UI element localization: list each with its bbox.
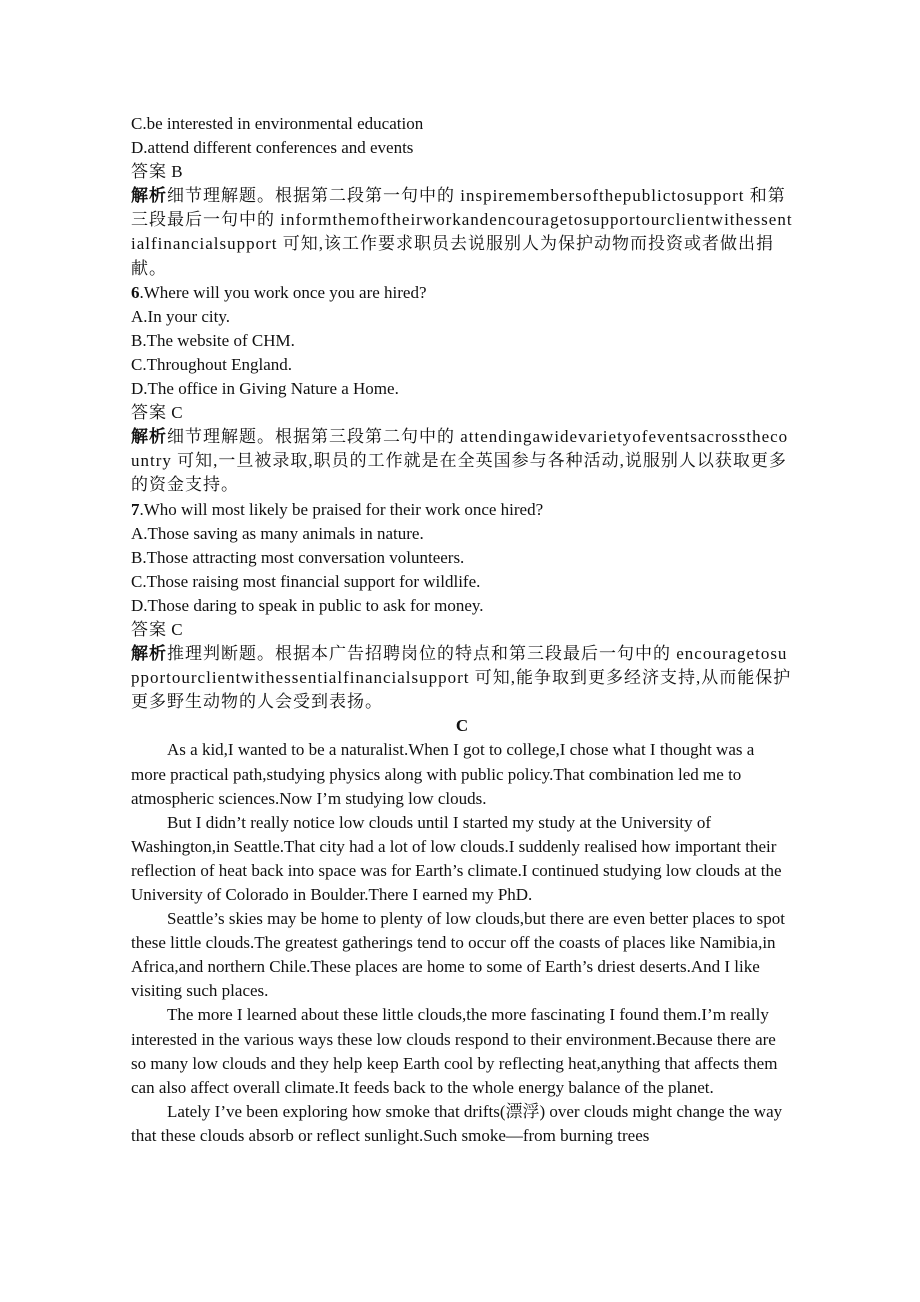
q5-option-c: C.be interested in environmental education	[131, 114, 424, 133]
q6-analysis	[131, 425, 793, 497]
answer-label: 答案	[131, 403, 167, 423]
q7-analysis	[131, 642, 793, 714]
q6-option-a: A.In your city.	[131, 306, 230, 326]
q6-option-c: C.Throughout England.	[131, 354, 293, 374]
q6-question	[131, 281, 793, 305]
passage-paragraph: As a kid,I wanted to be a naturalist.When I got to college,I chose what I thought was a more practical path,studying physics along with public policy.That combination led me to atmospheric sciences.Now I’m studying low clouds.	[131, 740, 755, 808]
passage-heading: C	[455, 716, 469, 736]
q7-answer	[131, 618, 793, 642]
document-page	[131, 112, 793, 1148]
q7-option-c: C.Those raising most financial support for wildlife.	[131, 571, 481, 591]
q6-option-d: D.The office in Giving Nature a Home.	[131, 379, 399, 399]
passage-paragraph: Seattle’s skies may be home to plenty of low clouds,but there are even better places to spot these little clouds.The greatest gatherings tend to occur off the coasts of places like Namibia,in Africa,and northern Chile.These places are home to some of Earth’s driest deserts.And I like visiting such places.	[131, 909, 785, 1001]
question-number: 6	[131, 282, 140, 302]
q7-question	[131, 498, 793, 522]
analysis-label: 解析	[131, 427, 167, 447]
q5-option-d: D.attend different conferences and events	[131, 138, 414, 158]
question-text: .Who will most likely be praised for their work once hired?	[139, 499, 544, 519]
q5-answer	[131, 160, 793, 184]
analysis-text: 细节理解题。根据第二段第一句中的 inspiremembersofthepublictosupport 和第三段最后一句中的 informthemoftheirworkandencouragetosupportourclientwithessentialfinancialsupport 可知,该工作要求职员去说服别人为保护动物而投资或者做出捐献。	[131, 186, 793, 278]
question-number: 7	[131, 499, 140, 519]
q7-option-b: B.Those attracting most conversation volunteers.	[131, 547, 465, 567]
analysis-label: 解析	[131, 644, 167, 664]
question-text: .Where will you work once you are hired?	[139, 282, 427, 302]
answer-value: C	[171, 403, 183, 423]
answer-label: 答案	[131, 162, 167, 182]
analysis-text: 推理判断题。根据本广告招聘岗位的特点和第三段最后一句中的 encouragetosupportourclientwithessentialfinancialsupport 可知,能争取到更多经济支持,从而能保护更多野生动物的人会受到表扬。	[131, 644, 792, 712]
answer-value: B	[171, 162, 183, 182]
q6-answer	[131, 401, 793, 425]
q7-option-a: A.Those saving as many animals in nature.	[131, 523, 424, 543]
q6-option-b: B.The website of CHM.	[131, 330, 295, 350]
answer-value: C	[171, 619, 183, 639]
q7-option-d: D.Those daring to speak in public to ask for money.	[131, 595, 484, 615]
analysis-text: 细节理解题。根据第三段第二句中的 attendingawidevarietyofeventsacrossthecountry 可知,一旦被录取,职员的工作就是在全英国参与各种活动,说服别人以获取更多的资金支持。	[131, 427, 789, 495]
answer-label: 答案	[131, 619, 167, 639]
passage-paragraph: The more I learned about these little clouds,the more fascinating I found them.I’m really interested in the various ways these low clouds respond to their environment.Because there are so many low clouds and they help keep Earth cool by reflecting heat,anything that affects them can also affect overall climate.It feeds back to the whole energy balance of the planet.	[131, 1005, 778, 1097]
q5-analysis	[131, 184, 793, 280]
passage-paragraph: But I didn’t really notice low clouds until I started my study at the University of Washington,in Seattle.That city had a lot of low clouds.I suddenly realised how important their reflection of heat back into space was for Earth’s climate.I continued studying low clouds at the University of Colorado in Boulder.There I earned my PhD.	[131, 812, 782, 904]
analysis-label: 解析	[131, 186, 167, 206]
passage-paragraph: Lately I’ve been exploring how smoke that drifts(漂浮) over clouds might change the way that these clouds absorb or reflect sunlight.Such smoke—from burning trees	[131, 1101, 783, 1145]
